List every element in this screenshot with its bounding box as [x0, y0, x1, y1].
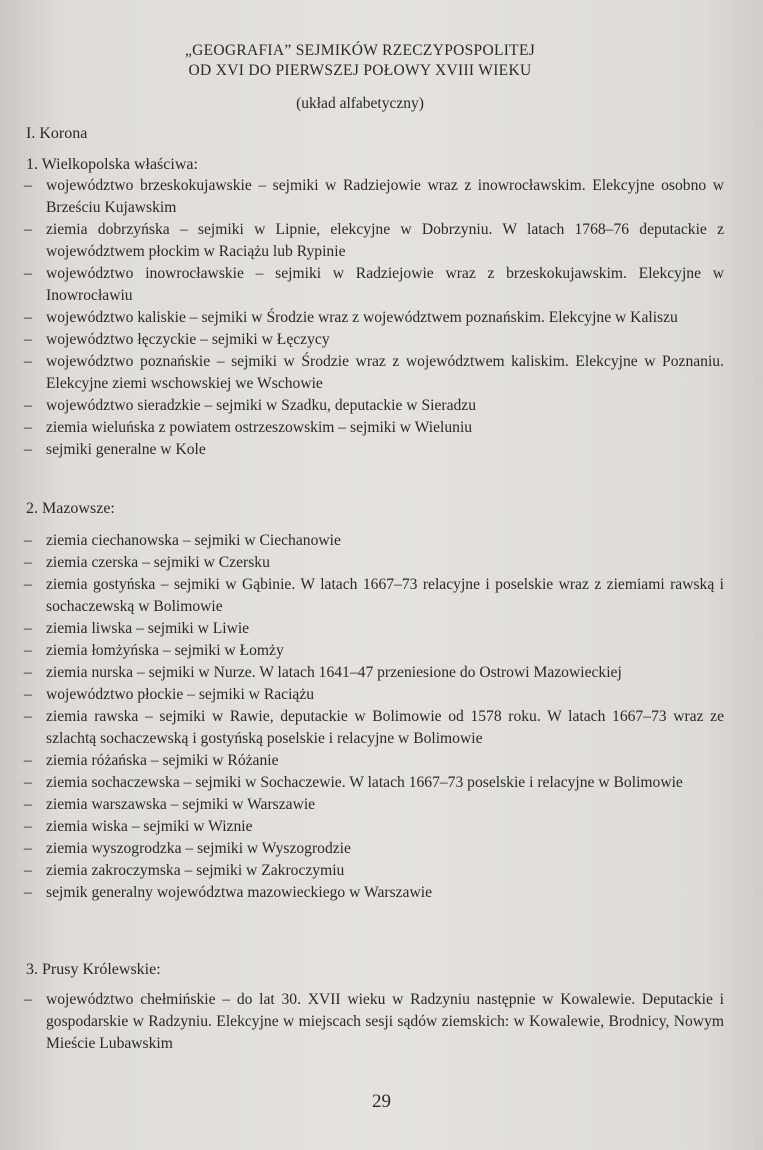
list-item: – ziemia warszawska – sejmiki w Warszawie: [24, 796, 316, 813]
list-wielkopolska: [24, 175, 724, 461]
list-item: – ziemia gostyńska – sejmiki w Gąbinie. W latach 1667–73 relacyjne i poselskie wraz z ziemiami rawską i sochaczewską w Bolimowie: [24, 576, 724, 615]
list-item: – ziemia dobrzyńska – sejmiki w Lipnie, elekcyjne w Dobrzyniu. W latach 1768–76 deputackie z województwem płockim w Raciążu lub Rypinie: [24, 221, 724, 260]
list-item: – województwo brzeskokujawskie – sejmiki w Radziejowie wraz z inowrocławskim. Elekcyjne osobno w Brześciu Kujawskim: [24, 177, 724, 216]
list-item: – ziemia sochaczewska – sejmiki w Sochaczewie. W latach 1667–73 poselskie i relacyjne w Bolimowie: [24, 774, 683, 791]
title-line-2: OD XVI DO PIERWSZEJ POŁOWY XVIII WIEKU: [188, 62, 532, 79]
list-item: – ziemia rawska – sejmiki w Rawie, deputackie w Bolimowie od 1578 roku. W latach 1667–73 wraz ze szlachtą sochaczewską i gostyńską poselskie i relacyjne w Bolimowie: [24, 708, 724, 747]
list-item: – ziemia różańska – sejmiki w Różanie: [24, 752, 279, 769]
section-heading-mazowsze: 2. Mazowsze:: [26, 500, 115, 517]
subtitle: (układ alfabetyczny): [296, 95, 424, 112]
section-heading-prusy: 3. Prusy Królewskie:: [26, 961, 161, 978]
list-item: – ziemia łomżyńska – sejmiki w Łomży: [24, 642, 284, 659]
page-number: 29: [372, 1091, 391, 1112]
list-item: – ziemia wiska – sejmiki w Wiznie: [24, 818, 253, 835]
list-item: – województwo chełmińskie – do lat 30. XVII wieku w Radzyniu następnie w Kowalewie. Deputackie i gospodarskie w Radzyniu. Elekcyjne w miejscach sesji sądów ziemskich: w Kowalewie, Brodnicy, Nowym Mieście Lubawskim: [24, 991, 724, 1052]
part-heading: I. Korona: [26, 125, 88, 142]
list-item: – ziemia zakroczymska – sejmiki w Zakroczymiu: [24, 862, 345, 879]
list-item: – ziemia ciechanowska – sejmiki w Ciechanowie: [24, 532, 341, 549]
list-item: – województwo kaliskie – sejmiki w Środzie wraz z województwem poznańskim. Elekcyjne w Kaliszu: [24, 309, 678, 326]
list-item: – ziemia wieluńska z powiatem ostrzeszowskim – sejmiki w Wieluniu: [24, 419, 473, 436]
list-item: – województwo płockie – sejmiki w Raciążu: [24, 686, 315, 703]
list-item: – województwo łęczyckie – sejmiki w Łęczycy: [24, 331, 330, 348]
list-item: – województwo inowrocławskie – sejmiki w Radziejowie wraz z brzeskokujawskim. Elekcyjne w Inowrocławiu: [24, 265, 724, 304]
list-prusy: [24, 989, 724, 1055]
section-heading-wielkopolska: 1. Wielkopolska właściwa:: [26, 156, 198, 173]
list-item: – ziemia czerska – sejmiki w Czersku: [24, 554, 270, 571]
list-item: – ziemia liwska – sejmiki w Liwie: [24, 620, 250, 637]
list-item: – województwo poznańskie – sejmiki w Środzie wraz z województwem kaliskim. Elekcyjne w Poznaniu. Elekcyjne ziemi wschowskiej we Wschowie: [24, 353, 724, 392]
list-item: – sejmiki generalne w Kole: [24, 441, 206, 458]
list-item: – ziemia wyszogrodzka – sejmiki w Wyszogrodzie: [24, 840, 351, 857]
list-item: – sejmik generalny województwa mazowieckiego w Warszawie: [24, 884, 432, 901]
list-item: – województwo sieradzkie – sejmiki w Szadku, deputackie w Sieradzu: [24, 397, 477, 414]
title-line-1: „GEOGRAFIA” SEJMIKÓW RZECZYPOSPOLITEJ: [184, 42, 536, 59]
list-mazowsze: [24, 530, 724, 904]
list-item: – ziemia nurska – sejmiki w Nurze. W latach 1641–47 przeniesione do Ostrowi Mazowieckiej: [24, 664, 622, 681]
